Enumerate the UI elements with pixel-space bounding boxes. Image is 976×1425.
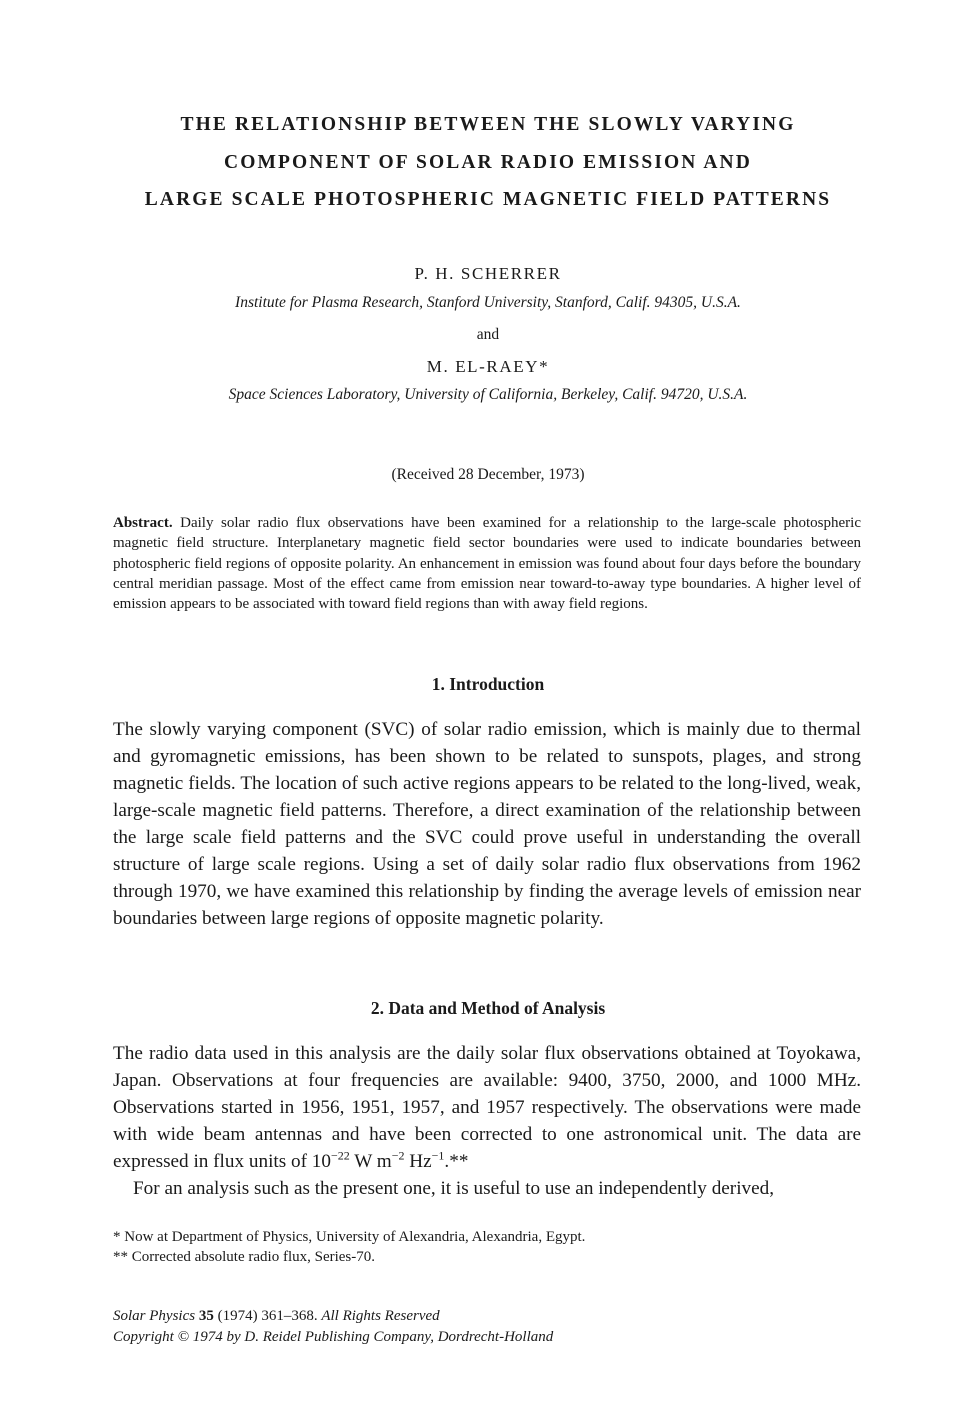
section-heading-introduction: 1. Introduction xyxy=(431,674,545,694)
author-2-name: M. EL-RAEY* xyxy=(426,357,550,376)
abstract-label: Abstract. xyxy=(113,515,173,531)
footnote-2: ** Corrected absolute radio flux, Series-70. xyxy=(113,1249,376,1265)
title-line-2: COMPONENT OF SOLAR RADIO EMISSION AND xyxy=(224,151,752,173)
journal-line-1 xyxy=(113,1306,861,1327)
title-line-3: LARGE SCALE PHOTOSPHERIC MAGNETIC FIELD PATTERNS xyxy=(144,189,832,210)
journal-rights: All Rights Reserved xyxy=(321,1308,440,1324)
footnote-1: * Now at Department of Physics, University of Alexandria, Alexandria, Egypt. xyxy=(113,1229,586,1245)
data-method-paragraph xyxy=(113,1040,861,1175)
journal-volume: 35 xyxy=(198,1308,214,1324)
title-line-1: THE RELATIONSHIP BETWEEN THE SLOWLY VARYING xyxy=(180,114,796,135)
author-1-affiliation: Institute for Plasma Research, Stanford University, Stanford, Calif. 94305, U.S.A. xyxy=(235,294,741,311)
journal-citation xyxy=(113,1306,861,1347)
footnotes xyxy=(113,1227,861,1267)
journal-copyright: Copyright © 1974 by D. Reidel Publishing Company, Dordrecht-Holland xyxy=(113,1328,554,1345)
journal-name: Solar Physics xyxy=(113,1308,196,1324)
flux-units: $10^{-22}$ W $m^{-2}$ $Hz^{-1}.**$ xyxy=(311,1148,469,1172)
section-heading-data-method: 2. Data and Method of Analysis xyxy=(370,998,606,1018)
author-separator: and xyxy=(476,326,500,343)
abstract xyxy=(113,513,861,614)
journal-pages: (1974) 361–368. xyxy=(213,1308,322,1324)
data-method-text: The radio data used in this analysis are the daily solar flux observations obtained at Toyokawa, Japan. Observations at four frequencies are available: 9400, 3750, 2000, and 1000 MHz. Observations started in 1956, 1951, 1957, and 1957 respectively. The observations were made with wide beam antennas and have been corrected to one astronomical unit. The data are expressed in flux units of xyxy=(113,1043,861,1172)
introduction-paragraph: The slowly varying component (SVC) of solar radio emission, which is mainly due to thermal and gyromagnetic emissions, has been shown to be related to sunspots, plages, and strong magnetic fields. The location of such active regions appears to be related to the long-lived, weak, large-scale magnetic field patterns. Therefore, a direct examination of the relationship between the large scale field patterns and the SVC could prove useful in understanding the overall structure of large scale regions. Using a set of daily solar radio flux observations from 1962 through 1970, we have examined this relationship by finding the average levels of emission near boundaries between large regions of opposite magnetic polarity. xyxy=(113,719,861,929)
abstract-text: Daily solar radio flux observations have been examined for a relationship to the large-scale photospheric magnetic field structure. Interplanetary magnetic field sector boundaries were used to indicate boundaries between photospheric field regions of opposite polarity. An enhancement in emission was found about four days before the boundary central meridian passage. Most of the effect came from emission near toward-to-away type boundaries. A higher level of emission appears to be associated with toward field regions than with away field regions. xyxy=(113,515,861,613)
data-method-paragraph-2: For an analysis such as the present one, it is useful to use an independently derived, xyxy=(133,1178,775,1199)
author-1-name: P. H. SCHERRER xyxy=(414,264,562,283)
received-date: (Received 28 December, 1973) xyxy=(391,466,585,483)
author-2-affiliation: Space Sciences Laboratory, University of California, Berkeley, Calif. 94720, U.S.A. xyxy=(228,386,748,403)
paper-title xyxy=(60,106,916,219)
